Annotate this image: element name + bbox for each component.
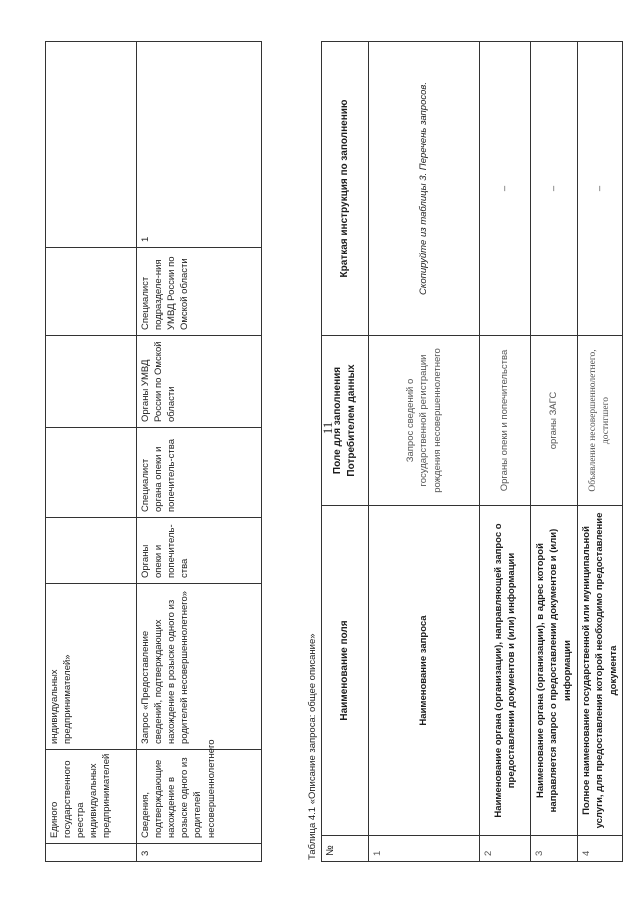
recipient-spec-cell: Специалист подразделе-ния УМВД России по Омской области [137, 248, 262, 336]
table-caption: Таблица 4.1 «Описание запроса: общее описание» [307, 633, 318, 860]
instruction-cell: Скопируйте из таблицы 3. Перечень запросов. [369, 42, 480, 336]
table-row [46, 42, 137, 862]
table-cell [46, 844, 137, 862]
field-value-cell: Запрос сведений о государственной регистрации рождения несовершеннолетнего [369, 336, 480, 506]
field-name-cell: Наименование запроса [369, 506, 480, 836]
page-number: 11 [320, 421, 335, 435]
count-cell: 1 [137, 42, 262, 248]
field-value-cell: Органы опеки и попечительства [480, 336, 531, 506]
instruction-cell: – [480, 42, 531, 336]
sender-org-cell: Органы опеки и попечитель-ства [137, 518, 262, 584]
row-number: 2 [480, 836, 531, 862]
requests-table [45, 41, 262, 862]
table-cell [46, 518, 137, 584]
row-number: 3 [137, 844, 262, 862]
table-row [531, 42, 578, 862]
table-cell: индивидуальных предпринимателей» [46, 584, 137, 750]
table-cell [46, 248, 137, 336]
field-value-cell: органы ЗАГС [531, 336, 578, 506]
table-row [480, 42, 531, 862]
rotated-page-content [45, 42, 640, 862]
landscape-canvas [45, 42, 640, 862]
table-cell [46, 336, 137, 428]
table-header-row [322, 42, 369, 862]
recipient-org-cell: Органы УМВД России по Омской области [137, 336, 262, 428]
table-row [578, 42, 623, 862]
info-cell: Сведения, подтверждающие нахождение в розыске одного из родителей несовершеннолетнего [137, 750, 262, 844]
header-field-value: Поле для заполнения Потребителем данных [322, 336, 369, 506]
request-cell: Запрос «Предоставление сведений, подтверждающих нахождение в розыске одного из родителей несовершеннолетнего» [137, 584, 262, 750]
field-value-cell: Объявление несовершеннолетнего, достигшего [578, 336, 623, 506]
row-number: 3 [531, 836, 578, 862]
field-name-cell: Наименование органа (организации), направляющей запрос о предоставлении документов и (или) информации [480, 506, 531, 836]
header-instruction: Краткая инструкция по заполнению [322, 42, 369, 336]
field-name-cell: Наименование органа (организации), в адрес которой направляется запрос о предоставлении документов и (или) информации [531, 506, 578, 836]
sender-spec-cell: Специалист органа опеки и попечитель-ства [137, 428, 262, 518]
request-description-table [321, 41, 623, 862]
table-cell [46, 42, 137, 248]
instruction-cell: – [531, 42, 578, 336]
header-field-name: Наименование поля [322, 506, 369, 836]
table-row [137, 42, 262, 862]
row-number: 4 [578, 836, 623, 862]
header-num: № [322, 836, 369, 862]
row-number: 1 [369, 836, 480, 862]
table-row [369, 42, 480, 862]
instruction-cell: – [578, 42, 623, 336]
table-cell: Единого государственного реестра индивидуальных предпринимателей [46, 750, 137, 844]
field-name-cell: Полное наименование государственной или муниципальной услуги, для предоставления которой необходимо предоставление документа [578, 506, 623, 836]
table-cell [46, 428, 137, 518]
